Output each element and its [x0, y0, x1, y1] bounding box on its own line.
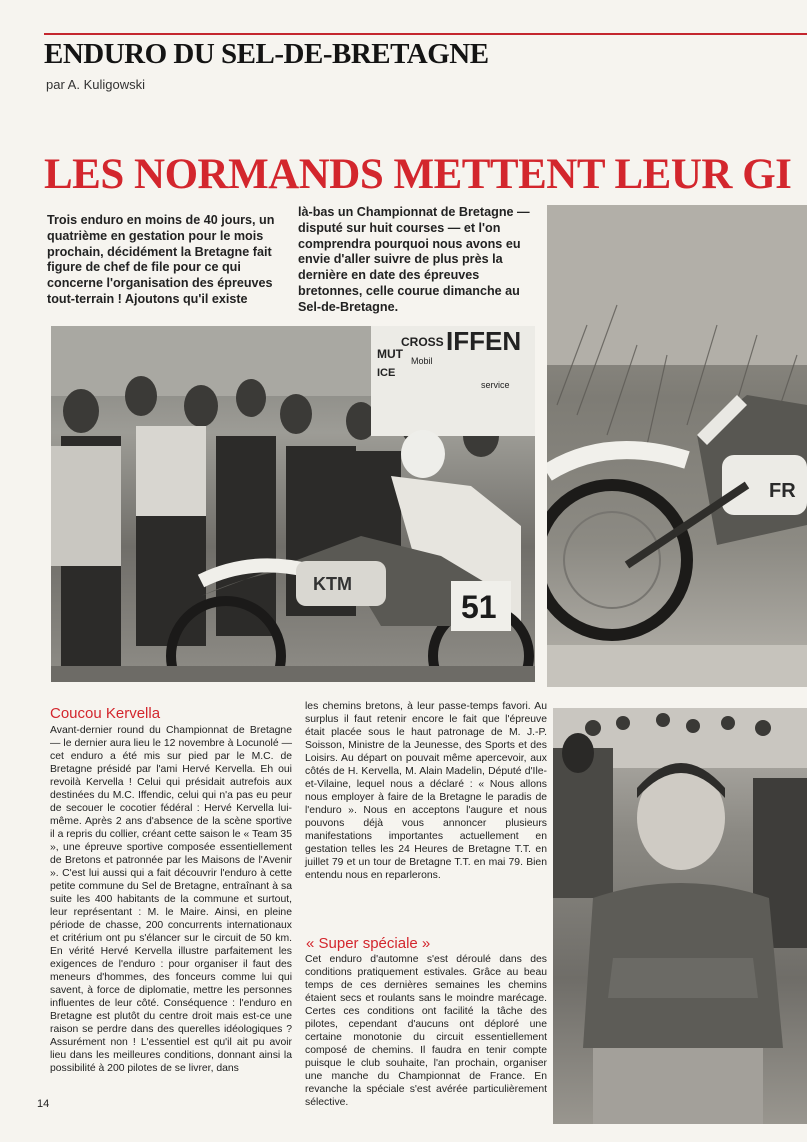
photo-motorcycle-illustration	[547, 205, 807, 687]
section-title: ENDURO DU SEL-DE-BRETAGNE	[44, 38, 489, 70]
sign-mobil-text: Mobil	[411, 356, 433, 366]
top-rule	[44, 33, 807, 35]
photo-crowd-rider	[51, 326, 535, 682]
column-2-text-b: Cet enduro d'automne s'est déroulé dans des conditions pratiquement estivales. Grâce au beau temps de ces dernières semaines les chemins étaient secs et roulants sans le moindre marécage. Certes ces conditions ont facilité la tâche des pilotes, cependant d'aucuns ont déploré une certaine monotonie du circuit essentiellement composé de chemins. Il faudra en tenir compte puisque le club souhaite, l'an prochain, organiser une manche du Championnat de France. En revanche la spéciale s'est avérée particulièrement sélective.	[305, 954, 547, 1108]
sign-service-text: service	[481, 380, 510, 390]
page-number: 14	[37, 1098, 50, 1110]
headline: LES NORMANDS METTENT LEUR GI	[44, 151, 792, 198]
sign-mut-text: MUT	[377, 347, 403, 361]
photo-crowd-illustration	[51, 326, 535, 682]
plate-number-text: 51	[461, 589, 497, 625]
subhead-super-speciale: « Super spéciale »	[306, 935, 431, 952]
intro-left: Trois enduro en moins de 40 jours, un quatrième en gestation pour le mois prochain, décidément la Bretagne fait figure de chef de file pour ce qui concerne l'organisation des épreuves tout-terrain ! Ajoutons qu'il existe	[47, 213, 275, 306]
photo-boy-illustration	[553, 708, 807, 1124]
photo-spectators-boy	[553, 708, 807, 1124]
column-1-text: Avant-dernier round du Championnat de Bretagne — le dernier aura lieu le 12 novembre à Locunolé — cet enduro a été mis sur pied par le M.C. de Bretagne présidé par l'ami Hervé Kervella. Eh oui revoilà Kervella ! Celui qui présidait autrefois aux destinées du M.C. Iffendic, celui qui n'a pas eu peur de secouer le cocotier fédéral : Hervé Kervella lui-même. Après 2 ans d'absence de la scène sportive il a repris du collier, créant cette saison le « Team 35 », une épreuve sportive composée essentiellement de Bretons et patronnée par les Maisons de l'Avenir ». C'est lui aussi qui a fait découvrir l'enduro à cette petite commune du Sel de Bretagne, entraînant à sa suite les 400 habitants de la commune et surtout, leur représentant : M. le Maire. Ainsi, en pleine période de chasse, 200 concurrents internationaux et critérium ont pu s'élancer sur le circuit de 50 km. En vérité Hervé Kervella illustre parfaitement les exigences de l'enduro : pour organiser il faut des meneurs d'hommes, des fonceurs comme lui qui savent, à force de diplomatie, mettre les personnes influentes de leur côté. Conséquence : l'enduro en Bretagne est plutôt du centre droit mais est-ce une raison se perdre dans des querelles idéologiques ? Assurément non ! L'essentiel est qu'il ait pu avoir lieu dans les meilleures conditions, donnant ainsi la possibilité à 200 pilotes de se livrer, dans	[50, 725, 292, 1074]
intro-right: là-bas un Championnat de Bretagne — disputé sur huit courses — et l'on comprendra pourquoi nous avons eu envie d'aller suivre de plus près la dernière en date des épreuves bretonnes, celle courue dimanche au Sel-de-Bretagne.	[298, 205, 530, 314]
subhead-coucou-kervella: Coucou Kervella	[50, 705, 161, 722]
column-2-text-a: les chemins bretons, à leur passe-temps favori. Au surplus il faut retenir encore le fait que l'épreuve était placée sous le haut patronage de M. J.-P. Soisson, Ministre de la Jeunesse, des Sports et des Loisirs. Au départ on pouvait même apercevoir, aux côtés de H. Kervella, M. Alain Madelin, Député d'Ile-et-Vilaine, lequel nous a déclaré : « Nous allons nous employer à faire de la Bretagne le paradis de l'enduro ». Nous en acceptons l'augure et nous pouvons déjà vous annoncer plusieurs manifestations importantes actuellement en gestation telles les 24 Heures de Bretagne T.T. en juillet 79 et un tour de Bretagne T.T. en mai 79. Bien entendu nous en reparlerons.	[305, 701, 547, 881]
sign-ice-text: ICE	[377, 367, 396, 379]
byline: par A. Kuligowski	[46, 77, 145, 92]
sign-cross-text: CROSS	[401, 335, 444, 349]
photo2-tank-text: FR	[769, 480, 796, 502]
sign-brand-text: IFFEN	[446, 326, 522, 356]
tank-logo-text: KTM	[313, 574, 352, 594]
photo-motorcycle-brush	[547, 205, 807, 687]
